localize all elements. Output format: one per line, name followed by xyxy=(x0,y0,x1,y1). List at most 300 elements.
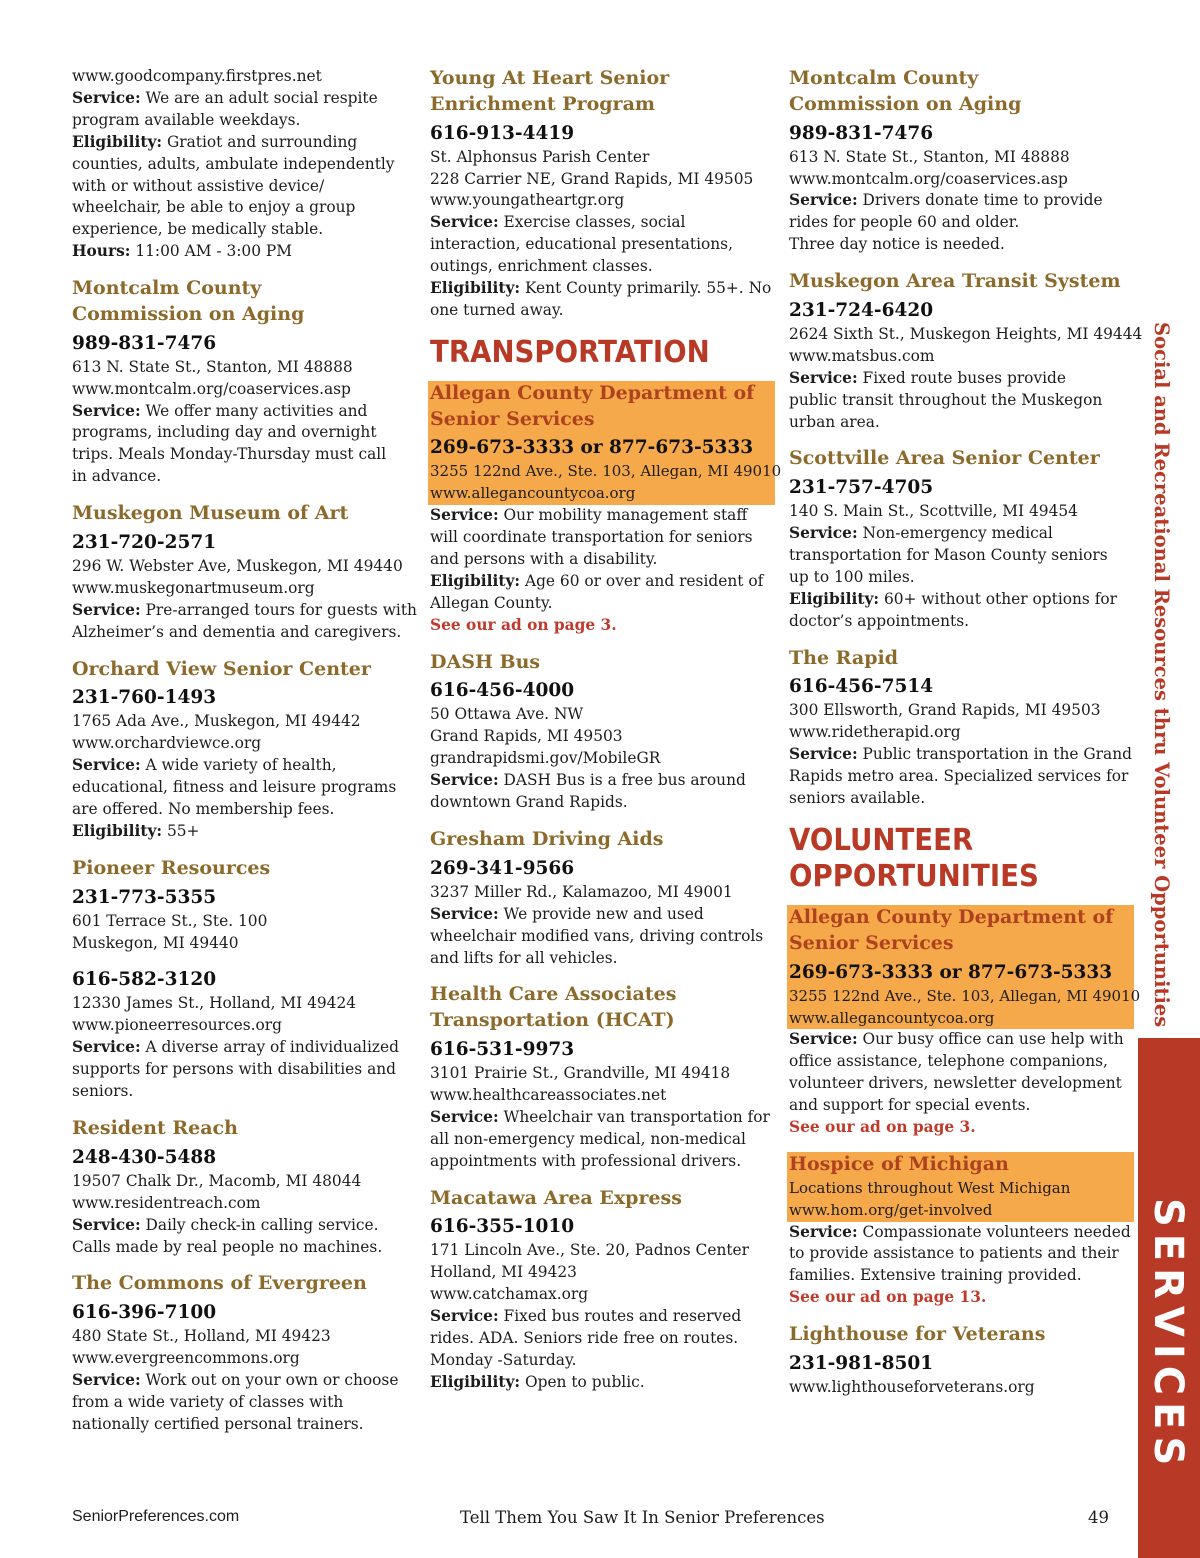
listing xyxy=(430,1186,775,1394)
field-value: A wide variety of health, xyxy=(140,756,337,775)
listing-line xyxy=(789,501,1134,523)
listing xyxy=(72,657,412,843)
field-label: Service: xyxy=(789,1222,858,1241)
listing-line xyxy=(789,1095,1134,1117)
listing-line xyxy=(430,147,775,169)
listing-line xyxy=(72,422,412,444)
listing-line xyxy=(72,176,412,198)
listing-name: Muskegon Museum of Art xyxy=(72,502,349,525)
field-value: office assistance, telephone companions, xyxy=(789,1052,1108,1071)
listing-name: Transportation (HCAT) xyxy=(430,1009,675,1032)
field-value: DASH Bus is a free bus around xyxy=(498,771,746,790)
listing-name: Scottville Area Senior Center xyxy=(789,447,1100,470)
field-value: trips. Meals Monday-Thursday must call xyxy=(72,445,387,464)
field-value: Open to public. xyxy=(520,1372,645,1391)
listing-name: Lighthouse for Veterans xyxy=(789,1323,1046,1346)
listing-line xyxy=(72,132,412,154)
field-value: program available weekdays. xyxy=(72,110,301,129)
listing-line xyxy=(789,788,1134,810)
field-label: Service: xyxy=(72,1038,141,1057)
field-value: www.pioneerresources.org xyxy=(72,1016,283,1035)
sidebar-section-title xyxy=(1148,322,1174,1028)
listing-line xyxy=(430,1350,775,1372)
field-value: Wheelchair van transportation for xyxy=(498,1107,770,1126)
listing-name: Health Care Associates xyxy=(430,983,677,1006)
listing-line xyxy=(789,368,1134,390)
listing-line xyxy=(430,726,775,748)
field-value: www.goodcompany.firstpres.net xyxy=(72,67,322,85)
listing xyxy=(72,66,412,263)
field-value: volunteer drivers, newsletter development xyxy=(789,1074,1122,1093)
field-value: 19507 Chalk Dr., Macomb, MI 48044 xyxy=(72,1171,362,1190)
listing-phone: 269-673-3333 or 877-673-5333 xyxy=(789,961,1113,983)
listing-line xyxy=(72,622,412,644)
listing-line xyxy=(430,1129,775,1151)
field-value: programs, including day and overnight xyxy=(72,423,377,442)
field-value: www.lighthouseforveterans.org xyxy=(789,1377,1035,1396)
field-value: www.allegancountycoa.org xyxy=(789,1008,995,1027)
field-value: and lifts for all vehicles. xyxy=(430,948,618,967)
field-value: 11:00 AM - 3:00 PM xyxy=(130,242,293,261)
listing-line xyxy=(72,556,412,578)
field-label: Service: xyxy=(789,368,858,387)
field-value: rides. ADA. Seniors ride free on routes. xyxy=(430,1328,739,1347)
field-value: 60+ without other options for xyxy=(879,589,1118,608)
field-value: 12330 James St., Holland, MI 49424 xyxy=(72,994,357,1013)
listing-name: Resident Reach xyxy=(72,1116,238,1139)
field-value: will coordinate transportation for seniors xyxy=(430,528,753,547)
listing-line xyxy=(789,1200,1134,1222)
listing-line xyxy=(430,948,775,970)
highlighted-listing xyxy=(787,1152,1134,1222)
listing-line xyxy=(72,1171,412,1193)
listing-line xyxy=(430,278,775,300)
field-value: 601 Terrace St., Ste. 100 xyxy=(72,911,268,930)
listing-line xyxy=(789,1222,1134,1244)
listing-line xyxy=(789,169,1134,191)
listing-phone: 269-341-9566 xyxy=(430,857,575,879)
field-value: downtown Grand Rapids. xyxy=(430,793,628,812)
listing-line xyxy=(430,1085,775,1107)
listing-line xyxy=(72,578,412,600)
field-value: seniors. xyxy=(72,1082,134,1101)
listing-name: Allegan County Department of xyxy=(430,381,755,404)
field-label: Service: xyxy=(789,1030,858,1049)
field-label: Service: xyxy=(72,401,141,420)
listing-line xyxy=(72,733,412,755)
field-value: We are an adult social respite xyxy=(140,88,378,107)
field-value: 171 Lincoln Ave., Ste. 20, Padnos Center xyxy=(430,1241,750,1260)
field-value: 3101 Prairie St., Grandville, MI 49418 xyxy=(430,1064,731,1083)
field-label: Eligibility: xyxy=(789,589,880,608)
listing xyxy=(789,1029,1134,1139)
field-value: Work out on your own or choose xyxy=(140,1371,399,1390)
listing-name: DASH Bus xyxy=(430,650,541,673)
field-value: Public transportation in the Grand xyxy=(857,745,1132,764)
listing-line xyxy=(72,1414,412,1436)
field-value: public transit throughout the Muskegon xyxy=(789,390,1103,409)
field-value: 296 W. Webster Ave, Muskegon, MI 49440 xyxy=(72,556,403,575)
listing-name: Gresham Driving Aids xyxy=(430,828,664,851)
listing-line xyxy=(72,1370,412,1392)
listing-phone: 616-582-3120 xyxy=(72,969,217,991)
listing-line xyxy=(789,147,1134,169)
listing-line xyxy=(430,1372,775,1394)
listing xyxy=(789,646,1134,810)
listing xyxy=(789,1222,1134,1310)
field-value: www.evergreencommons.org xyxy=(72,1349,300,1368)
field-value: 613 N. State St., Stanton, MI 48888 xyxy=(789,147,1070,166)
listing xyxy=(72,276,412,488)
listing-line xyxy=(789,589,1134,611)
listing-phone: 231-773-5355 xyxy=(72,886,217,908)
listing-line xyxy=(72,1037,412,1059)
listing-line xyxy=(72,88,412,110)
listing-line xyxy=(72,1059,412,1081)
field-value: from a wide variety of classes with xyxy=(72,1392,344,1411)
listing-name: Allegan County Department of xyxy=(789,906,1114,929)
field-value: nationally certified personal trainers. xyxy=(72,1414,364,1433)
field-value: urban area. xyxy=(789,412,880,431)
see-ad-link[interactable]: See our ad on page 13. xyxy=(789,1288,987,1307)
listing-name: Enrichment Program xyxy=(430,92,655,115)
section-heading xyxy=(789,823,1106,895)
listing-line xyxy=(72,241,412,263)
listing-line xyxy=(789,1008,1134,1030)
listing-phone: 231-720-2571 xyxy=(72,531,217,553)
listing-name: Commission on Aging xyxy=(72,302,305,325)
listing-line xyxy=(789,346,1134,368)
listing-phone: 269-673-3333 or 877-673-5333 xyxy=(430,437,754,459)
field-label: Eligibility: xyxy=(430,279,521,298)
field-value: Non-emergency medical xyxy=(857,524,1053,543)
field-value: up to 100 miles. xyxy=(789,567,915,586)
see-ad-link[interactable]: See our ad on page 3. xyxy=(430,615,617,634)
listing-line xyxy=(72,357,412,379)
listing-line xyxy=(430,593,775,615)
field-value: Grand Rapids, MI 49503 xyxy=(430,727,623,746)
field-value: all non-emergency medical, non-medical xyxy=(430,1129,746,1148)
listing-line xyxy=(72,1326,412,1348)
field-value: Calls made by real people no machines. xyxy=(72,1237,383,1256)
listing-name: Young At Heart Senior xyxy=(430,67,670,89)
listing-phone: 231-760-1493 xyxy=(72,687,217,709)
listing xyxy=(72,1271,412,1435)
listing-line xyxy=(72,755,412,777)
listing-line xyxy=(789,1029,1134,1051)
listing-name: Hospice of Michigan xyxy=(789,1152,1009,1175)
section-heading-line: TRANSPORTATION xyxy=(430,334,710,370)
column-3 xyxy=(789,66,1143,1412)
field-value: Fixed bus routes and reserved xyxy=(498,1307,742,1326)
field-value: wheelchair modified vans, driving controls xyxy=(430,926,764,945)
listing xyxy=(430,505,775,636)
field-value: and support for special events. xyxy=(789,1096,1031,1115)
field-value: St. Alphonsus Parish Center xyxy=(430,147,650,166)
listing-line xyxy=(430,1262,775,1284)
field-label: Service: xyxy=(789,524,858,543)
field-value: educational, fitness and leisure programs xyxy=(72,778,397,797)
field-value: www.residentreach.com xyxy=(72,1193,261,1212)
listing-name: Macatawa Area Express xyxy=(430,1186,682,1209)
listing-line xyxy=(430,1306,775,1328)
field-label: Service: xyxy=(72,88,141,107)
listing-line xyxy=(430,234,775,256)
field-label: Service: xyxy=(430,771,499,790)
listing-line xyxy=(430,300,775,322)
listing-line xyxy=(430,190,775,212)
footer-tagline: Tell Them You Saw It In Senior Preferences xyxy=(460,1508,825,1527)
listing-line xyxy=(72,444,412,466)
field-value: 3255 122nd Ave., Ste. 103, Allegan, MI 49010 xyxy=(430,462,782,481)
listing-line xyxy=(430,461,782,483)
listing-line xyxy=(789,212,1134,234)
highlighted-listing xyxy=(787,905,1141,1029)
listing-phone: 231-724-6420 xyxy=(789,299,934,321)
field-value: www.muskegonartmuseum.org xyxy=(72,578,315,597)
listing-line xyxy=(430,1328,775,1350)
field-value: experience, be medically stable. xyxy=(72,220,324,239)
column-2 xyxy=(430,66,782,1407)
field-label: Service: xyxy=(430,904,499,923)
listing-line xyxy=(72,466,412,488)
listing-phone: 616-531-9973 xyxy=(430,1039,575,1061)
listing-line xyxy=(72,110,412,132)
listing-line xyxy=(72,1193,412,1215)
field-value: 140 S. Main St., Scottville, MI 49454 xyxy=(789,502,1078,521)
field-value: outings, enrichment classes. xyxy=(430,257,653,276)
listing-line xyxy=(72,711,412,733)
field-value: Gratiot and surrounding xyxy=(162,132,358,151)
listing-line xyxy=(789,545,1134,567)
field-value: Pre-arranged tours for guests with xyxy=(140,600,417,619)
field-value: counties, adults, ambulate independently xyxy=(72,154,395,173)
field-value: www.orchardviewce.org xyxy=(72,734,262,753)
section-heading-line: VOLUNTEER xyxy=(789,823,974,859)
field-value: to provide assistance to patients and their xyxy=(789,1244,1119,1263)
field-label: Service: xyxy=(430,213,499,232)
listing xyxy=(72,501,417,643)
field-value: wheelchair, be able to enjoy a group xyxy=(72,198,356,217)
field-value: 50 Ottawa Ave. NW xyxy=(430,705,584,724)
listing-line xyxy=(430,1063,775,1085)
listing-line xyxy=(789,1073,1134,1095)
listing-name: Commission on Aging xyxy=(789,92,1022,115)
listing-line xyxy=(430,748,775,770)
field-label: Hours: xyxy=(72,242,131,261)
field-value: Monday -Saturday. xyxy=(430,1350,577,1369)
listing-line xyxy=(789,1243,1134,1265)
field-label: Service: xyxy=(72,1371,141,1390)
listing-line xyxy=(789,766,1134,788)
listing-line xyxy=(72,1237,412,1259)
field-value: We provide new and used xyxy=(498,904,704,923)
field-value: with or without assistive device/ xyxy=(72,176,325,195)
listing-name: Pioneer Resources xyxy=(72,856,271,879)
listing-name: Senior Services xyxy=(789,931,954,954)
listing-phone: 231-757-4705 xyxy=(789,477,934,499)
listing-line xyxy=(72,911,412,933)
footer-site: SeniorPreferences.com xyxy=(72,1508,240,1525)
listing xyxy=(789,269,1143,433)
listing-line xyxy=(430,483,775,505)
listing-line xyxy=(789,412,1134,434)
field-label: Eligibility: xyxy=(72,132,163,151)
field-label: Service: xyxy=(789,745,858,764)
listing-line xyxy=(789,1377,1134,1399)
listing-phone: 616-456-7514 xyxy=(789,676,934,698)
listing-line xyxy=(430,770,775,792)
section-heading xyxy=(430,335,747,371)
listing-phone: 248-430-5488 xyxy=(72,1146,217,1168)
field-value: doctor’s appointments. xyxy=(789,611,969,630)
field-value: Holland, MI 49423 xyxy=(430,1263,577,1282)
listing-line xyxy=(430,212,775,234)
listing-name: Orchard View Senior Center xyxy=(72,657,371,680)
listing-line xyxy=(430,904,775,926)
field-value: Alzheimer’s and dementia and caregivers. xyxy=(72,622,402,641)
listing-line xyxy=(430,169,775,191)
listing-name: The Rapid xyxy=(789,646,898,669)
listing-line xyxy=(72,600,417,622)
field-label: Eligibility: xyxy=(72,821,163,840)
listing-line xyxy=(789,390,1134,412)
field-value: transportation for Mason County seniors xyxy=(789,546,1108,565)
services-tab xyxy=(1138,1038,1200,1558)
listing-line xyxy=(72,1392,412,1414)
field-value: www.matsbus.com xyxy=(789,346,935,365)
listing-line xyxy=(72,66,412,88)
listing-line xyxy=(789,744,1134,766)
listing xyxy=(789,66,1134,256)
field-value: families. Extensive training provided. xyxy=(789,1266,1082,1285)
field-label: Service: xyxy=(430,1307,499,1326)
listing xyxy=(72,967,412,1103)
services-tab-label: SERVICES xyxy=(1145,1198,1191,1473)
field-value: www.montcalm.org/coaservices.asp xyxy=(72,379,351,398)
listing-line xyxy=(430,527,775,549)
field-label: Service: xyxy=(72,756,141,775)
field-value: 3255 122nd Ave., Ste. 103, Allegan, MI 49010 xyxy=(789,986,1141,1005)
listing-line xyxy=(72,777,412,799)
listing-line xyxy=(430,1284,775,1306)
listing xyxy=(430,650,775,814)
field-value: 228 Carrier NE, Grand Rapids, MI 49505 xyxy=(430,169,754,188)
field-value: www.allegancountycoa.org xyxy=(430,484,636,503)
field-value: rides for people 60 and older. xyxy=(789,213,1020,232)
field-value: 3237 Miller Rd., Kalamazoo, MI 49001 xyxy=(430,882,733,901)
field-value: Our mobility management staff xyxy=(498,506,748,525)
column-1 xyxy=(72,66,417,1449)
listing-line xyxy=(430,505,775,527)
listing-line xyxy=(72,933,412,955)
listing xyxy=(430,66,775,322)
field-value: 1765 Ada Ave., Muskegon, MI 49442 xyxy=(72,712,361,731)
listing-name: Senior Services xyxy=(430,407,595,430)
field-value: www.hom.org/get-involved xyxy=(789,1200,993,1219)
field-value: 300 Ellsworth, Grand Rapids, MI 49503 xyxy=(789,701,1101,720)
listing-line xyxy=(789,611,1134,633)
field-value: Exercise classes, social xyxy=(498,213,686,232)
field-value: Compassionate volunteers needed xyxy=(857,1222,1131,1241)
listing-name: Muskegon Area Transit System xyxy=(789,270,1121,293)
listing-line xyxy=(789,234,1134,256)
listing-line xyxy=(430,926,775,948)
listing-line xyxy=(789,1178,1134,1200)
field-value: www.youngatheartgr.org xyxy=(430,191,625,210)
field-label: Service: xyxy=(72,600,141,619)
field-value: 480 State St., Holland, MI 49423 xyxy=(72,1327,331,1346)
field-value: appointments with professional drivers. xyxy=(430,1151,742,1170)
section-heading-line: OPPORTUNITIES xyxy=(789,859,1039,895)
listing-line xyxy=(789,1265,1134,1287)
field-label: Service: xyxy=(72,1215,141,1234)
field-value: are offered. No membership fees. xyxy=(72,800,335,819)
field-value: A diverse array of individualized xyxy=(140,1038,399,1057)
field-value: www.montcalm.org/coaservices.asp xyxy=(789,169,1068,188)
field-value: Drivers donate time to provide xyxy=(857,191,1103,210)
field-value: interaction, educational presentations, xyxy=(430,235,733,254)
field-value: Rapids metro area. Specialized services for xyxy=(789,767,1129,786)
sidebar-title-text: Social and Recreational Resources thru Volunteer Opportunities xyxy=(1150,322,1173,1028)
field-label: Service: xyxy=(430,506,499,525)
page-number: 49 xyxy=(1088,1508,1109,1527)
field-label: Service: xyxy=(789,191,858,210)
listing-line xyxy=(789,986,1141,1008)
listing-line xyxy=(430,1151,775,1173)
see-ad-link[interactable]: See our ad on page 3. xyxy=(789,1118,976,1137)
field-value: one turned away. xyxy=(430,300,564,319)
field-value: supports for persons with disabilities and xyxy=(72,1060,397,1079)
listing-line xyxy=(430,792,775,814)
listing-line xyxy=(789,190,1134,212)
listing-phone: 989-831-7476 xyxy=(789,122,934,144)
field-value: www.ridetherapid.org xyxy=(789,723,961,742)
field-value: www.healthcareassociates.net xyxy=(430,1085,667,1104)
field-value: Age 60 or over and resident of xyxy=(520,571,764,590)
field-value: Daily check-in calling service. xyxy=(140,1215,379,1234)
field-value: Kent County primarily. 55+. No xyxy=(520,279,772,298)
listing-line xyxy=(430,571,775,593)
field-label: Eligibility: xyxy=(430,1372,521,1391)
listing-line xyxy=(72,401,412,423)
listing-line xyxy=(72,1348,412,1370)
field-value: Our busy office can use help with xyxy=(857,1030,1124,1049)
listing-line xyxy=(72,197,412,219)
listing-name: The Commons of Evergreen xyxy=(72,1272,367,1295)
field-value: We offer many activities and xyxy=(140,401,368,420)
field-label: Service: xyxy=(430,1107,499,1126)
listing xyxy=(430,982,775,1172)
listing-phone: 616-396-7100 xyxy=(72,1302,217,1324)
listing-line xyxy=(72,154,412,176)
listing-line xyxy=(72,379,412,401)
listing-line xyxy=(72,1015,412,1037)
listing-line xyxy=(789,1051,1134,1073)
listing xyxy=(430,827,775,969)
field-value: Three day notice is needed. xyxy=(789,235,1005,254)
listing-phone: 989-831-7476 xyxy=(72,332,217,354)
listing-line xyxy=(430,549,775,571)
field-value: Allegan County. xyxy=(430,593,553,612)
field-value: in advance. xyxy=(72,467,162,486)
field-label: Eligibility: xyxy=(430,571,521,590)
field-value: www.catchamax.org xyxy=(430,1285,589,1304)
field-value: and persons with a disability. xyxy=(430,550,658,569)
listing-line xyxy=(430,882,775,904)
listing-phone: 616-913-4419 xyxy=(430,122,575,144)
field-value: Muskegon, MI 49440 xyxy=(72,933,239,952)
